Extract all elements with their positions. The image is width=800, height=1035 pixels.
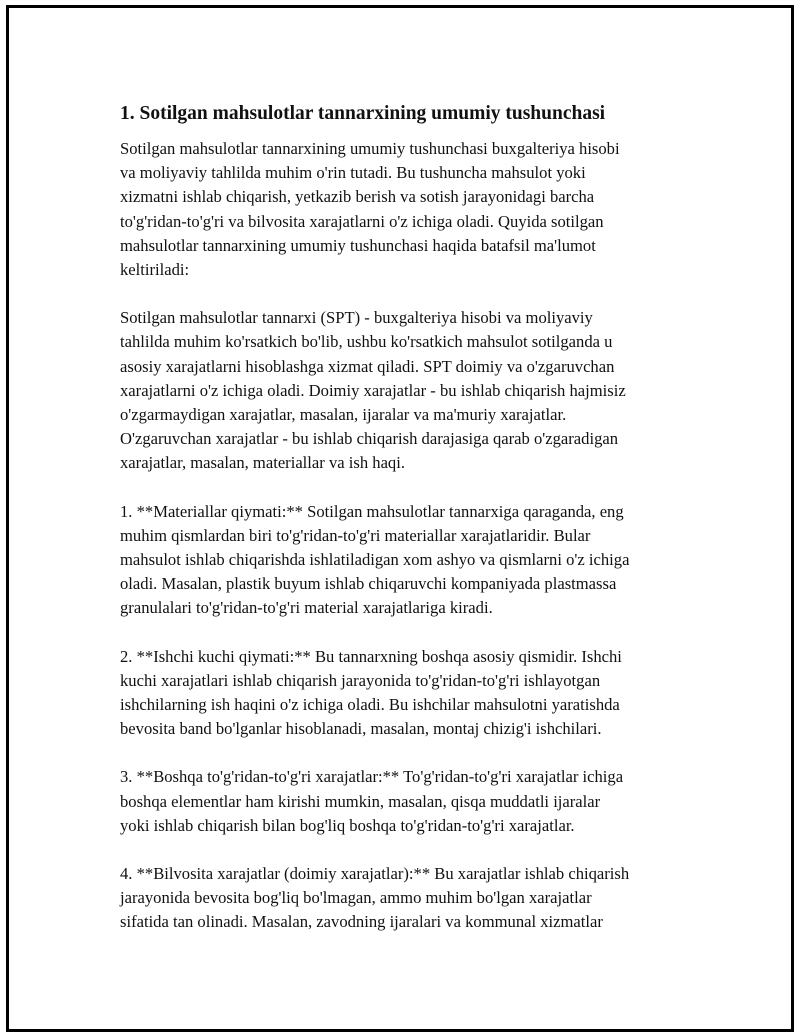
text-line: mahsulotlar tannarxining umumiy tushunchasi haqida batafsil ma'lumot <box>120 235 596 255</box>
text-line: kuchi xarajatlari ishlab chiqarish jarayonida to'g'ridan-to'g'ri ishlayotgan <box>120 670 601 690</box>
text-line: keltiriladi: <box>120 260 190 280</box>
paragraph-item-3 <box>120 765 700 838</box>
text-line: 3. **Boshqa to'g'ridan-to'g'ri xarajatlar:** To'g'ridan-to'g'ri xarajatlar ichiga <box>120 767 624 787</box>
text-line: oladi. Masalan, plastik buyum ishlab chiqaruvchi kompaniyada plastmassa <box>120 574 617 594</box>
text-line: boshqa elementlar ham kirishi mumkin, masalan, qisqa muddatli ijaralar <box>120 791 601 811</box>
text-line: bevosita band bo'lganlar hisoblanadi, masalan, montaj chizig'i ishchilari. <box>120 719 602 739</box>
text-line: muhim qismlardan biri to'g'ridan-to'g'ri materiallar xarajatlaridir. Bular <box>120 525 591 545</box>
text-line: mahsulot ishlab chiqarishda ishlatiladigan xom ashyo va qismlarni o'z ichiga <box>120 550 630 570</box>
paragraph-intro <box>120 137 700 282</box>
page-frame <box>6 5 794 1032</box>
text-line: xarajatlar, masalan, materiallar va ish haqi. <box>120 453 405 473</box>
text-line: tahlilda muhim ko'rsatkich bo'lib, ushbu ko'rsatkich mahsulot sotilganda u <box>120 332 613 352</box>
text-line: Sotilgan mahsulotlar tannarxi (SPT) - buxgalteriya hisobi va moliyaviy <box>120 308 593 328</box>
text-line: Sotilgan mahsulotlar tannarxining umumiy tushunchasi buxgalteriya hisobi <box>120 139 620 158</box>
text-line: 1. **Materiallar qiymati:** Sotilgan mahsulotlar tannarxiga qaraganda, eng <box>120 501 624 521</box>
text-line: xarajatlarni o'z ichiga oladi. Doimiy xarajatlar - bu ishlab chiqarish hajmisiz <box>120 380 626 400</box>
text-line: 2. **Ishchi kuchi qiymati:** Bu tannarxning boshqa asosiy qismidir. Ishchi <box>120 646 622 666</box>
text-line: sifatida tan olinadi. Masalan, zavodning ijaralari va kommunal xizmatlar <box>120 912 603 932</box>
text-line: 4. **Bilvosita xarajatlar (doimiy xarajatlar):** Bu xarajatlar ishlab chiqarish <box>120 864 630 884</box>
text-line: yoki ishlab chiqarish bilan bog'liq boshqa to'g'ridan-to'g'ri xarajatlar. <box>120 815 575 835</box>
paragraph-item-4 <box>120 862 700 935</box>
document-body <box>120 100 700 959</box>
text-line: asosiy xarajatlarni hisoblashga xizmat qiladi. SPT doimiy va o'zgaruvchan <box>120 356 615 376</box>
text-line: O'zgaruvchan xarajatlar - bu ishlab chiqarish darajasiga qarab o'zgaradigan <box>120 429 619 449</box>
text-line: jarayonida bevosita bog'liq bo'lmagan, ammo muhim bo'lgan xarajatlar <box>120 888 592 908</box>
text-line: granulalari to'g'ridan-to'g'ri material xarajatlariga kiradi. <box>120 598 493 618</box>
paragraph-spt-definition <box>120 306 700 475</box>
paragraph-item-1 <box>120 500 700 621</box>
text-line: o'zgarmaydigan xarajatlar, masalan, ijaralar va ma'muriy xarajatlar. <box>120 405 567 425</box>
text-line: to'g'ridan-to'g'ri va bilvosita xarajatlarni o'z ichiga oladi. Quyida sotilgan <box>120 211 604 231</box>
text-line: va moliyaviy tahlilda muhim o'rin tutadi. Bu tushuncha mahsulot yoki <box>120 163 586 183</box>
text-line: ishchilarning ish haqini o'z ichiga oladi. Bu ishchilar mahsulotni yaratishda <box>120 695 620 715</box>
section-heading: 1. Sotilgan mahsulotlar tannarxining umumiy tushunchasi <box>120 103 606 124</box>
text-line: xizmatni ishlab chiqarish, yetkazib berish va sotish jarayonidagi barcha <box>120 187 595 207</box>
paragraph-item-2 <box>120 645 700 742</box>
